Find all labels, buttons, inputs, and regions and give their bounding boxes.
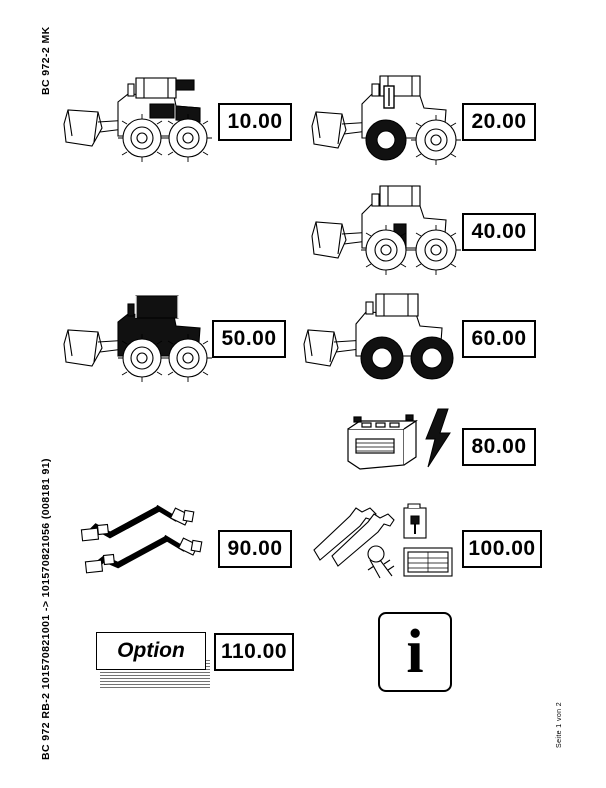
dozer-transmission-view-icon [308,172,463,277]
header-machine-code: BC 972-2 MK [40,26,52,95]
side-serial-code: BC 972 RB-2 101570821001 -> 101570821056 (008181 91) [40,458,52,760]
tools-service-icon [308,498,460,593]
dozer-wheels-view-icon [300,282,460,387]
page-footer: Seite 1 von 2 [556,701,563,748]
dozer-cab-view-icon [58,282,218,387]
option-plate-icon: Option [96,632,206,670]
information-icon[interactable] [378,612,452,692]
section-number-80[interactable]: 80.00 [462,428,536,466]
section-number-20[interactable]: 20.00 [462,103,536,141]
section-number-90[interactable]: 90.00 [218,530,292,568]
section-number-10[interactable]: 10.00 [218,103,292,141]
section-number-100[interactable]: 100.00 [462,530,542,568]
information-glyph: i [406,618,424,686]
section-number-40[interactable]: 40.00 [462,213,536,251]
section-number-50[interactable]: 50.00 [212,320,286,358]
section-number-110[interactable]: 110.00 [214,633,294,671]
section-number-60[interactable]: 60.00 [462,320,536,358]
hydraulic-hoses-icon [80,505,210,585]
dozer-side-view-icon [58,62,218,167]
battery-electrics-icon [340,405,460,475]
dozer-engine-view-icon [308,62,463,167]
